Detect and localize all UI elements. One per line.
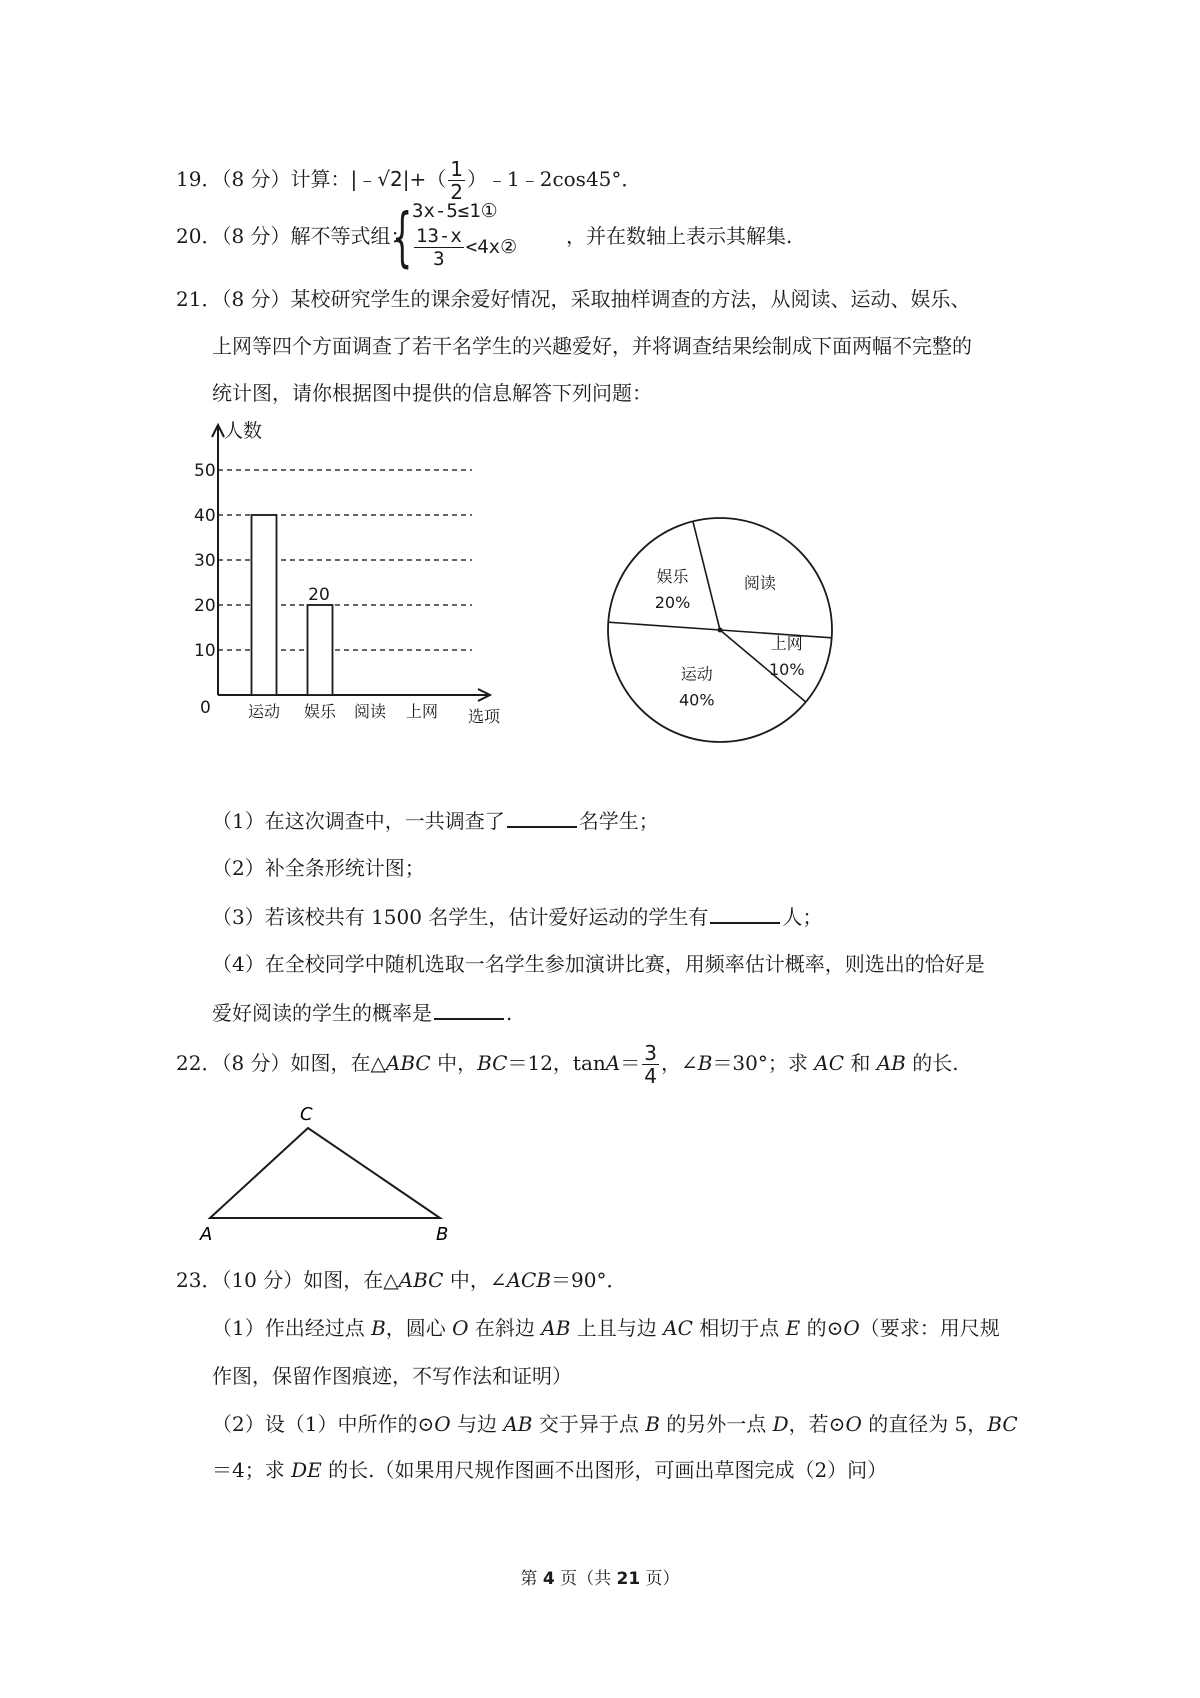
footer-a: 第 (520, 1569, 543, 1589)
q21-sub2: （2）补全条形统计图； (212, 856, 425, 880)
q23-s2-d: AB (503, 1412, 533, 1436)
q22-frac-den: 4 (644, 1064, 657, 1088)
footer-total-pages: 21 (616, 1569, 641, 1589)
q21-sub3 (212, 902, 822, 931)
q23-s2-g: 的另外一点 (659, 1412, 773, 1436)
triangle-figure (200, 1100, 460, 1250)
q23-s1-b: B (371, 1316, 386, 1340)
page-footer (0, 1564, 1200, 1589)
q19-exp: ）﹣1 (466, 167, 520, 191)
inequality-1: 3x-5≤1① (412, 200, 498, 222)
q23-s1-k: 的⊙ (800, 1316, 844, 1340)
x-axis-title: 选项 (468, 707, 501, 726)
q22-tail: 的长. (905, 1051, 959, 1075)
question-21-line2: 上网等四个方面调查了若干名学生的兴趣爱好，并将调查结果绘制成下面两幅不完整的 (212, 334, 972, 358)
q19-frac-den: 2 (450, 180, 463, 204)
q23-a: 23．（10 分）如图，在△ (176, 1268, 399, 1292)
y-tick-label: 10 (194, 641, 216, 661)
q23-sub1-line1 (212, 1314, 1000, 1342)
q23-s1-h: AC (663, 1316, 693, 1340)
ineq2-den: 3 (433, 248, 445, 270)
x-tick-label: 娱乐 (303, 702, 337, 721)
q22-bc: BC (477, 1051, 508, 1075)
q23-s2-a: （2）设（1）中所作的⊙ (212, 1412, 435, 1436)
x-tick-label: 运动 (247, 702, 281, 721)
footer-b: 页（共 (554, 1569, 617, 1589)
q19-plus: +（ (409, 167, 447, 191)
y-tick-label: 50 (194, 461, 216, 481)
ineq2-num: 13-x (416, 225, 462, 247)
pie-slice-boundary (608, 622, 720, 630)
q23-s1-g: 上且与边 (570, 1316, 664, 1340)
vertex-b-label: B (436, 1224, 449, 1245)
q22-a: A (605, 1051, 621, 1075)
q23-s2-c: 与边 (450, 1412, 504, 1436)
q23-s2-o: 的长.（如果用尺规作图画不出图形，可画出草图完成（2）问） (321, 1458, 888, 1482)
q23-c: ＝90°． (551, 1268, 627, 1292)
q21-sub4-line1: （4）在全校同学中随机选取一名学生参加演讲比赛，用频率估计概率，则选出的恰好是 (212, 952, 985, 976)
pie-slice-percent: 20% (654, 593, 691, 613)
pie-slice-label: 阅读 (743, 573, 776, 593)
q22-mid2: ＝12，tan (507, 1051, 606, 1075)
q21-sub3-b: 人； (782, 905, 823, 929)
answer-blank-3[interactable] (710, 902, 780, 924)
q21-sub4-line2 (212, 998, 512, 1027)
question-20-prefix: 20．（8 分）解不等式组： (176, 224, 411, 248)
q23-s2-j: O (845, 1412, 862, 1436)
q21-sub4-a: 爱好阅读的学生的概率是 (212, 1001, 432, 1025)
pie-slice-percent: 40% (678, 690, 715, 710)
q23-sub1-line2: 作图，保留作图痕迹，不写作法和证明） (212, 1364, 572, 1388)
q23-s1-c: ，圆心 (385, 1316, 453, 1340)
answer-blank-1[interactable] (507, 806, 577, 828)
pie-slice-boundary (693, 521, 720, 630)
question-21-line1: 21．（8 分）某校研究学生的课余爱好情况，采取抽样调查的方法，从阅读、运动、娱乐、 (176, 287, 971, 311)
bar-data-label: 20 (308, 585, 330, 605)
q23-s1-l: O (843, 1316, 860, 1340)
ineq2-rest: <4x② (465, 236, 518, 258)
bar-chart (194, 420, 560, 795)
q19-abs: |﹣√2| (350, 167, 410, 191)
q21-sub4-b: . (506, 1001, 513, 1025)
question-22 (176, 1040, 959, 1086)
q23-s1-a: （1）作出经过点 (212, 1316, 372, 1340)
x-tick-label: 阅读 (353, 702, 387, 721)
q23-s2-e: 交于异于点 (532, 1412, 646, 1436)
q22-ac: AC (814, 1051, 844, 1075)
ineq2-fraction (414, 225, 464, 270)
bar (252, 515, 277, 695)
q23-sub2-line1 (212, 1410, 1018, 1438)
q21-sub3-a: （3）若该校共有 1500 名学生，估计爱好运动的学生有 (212, 905, 709, 929)
vertex-a-label: A (200, 1224, 213, 1245)
q23-s2-l: BC (987, 1412, 1018, 1436)
q21-sub1 (212, 806, 659, 835)
footer-page-number: 4 (542, 1569, 555, 1589)
q19-tail: ﹣2cos45°． (519, 167, 642, 191)
q22-mid4: ，∠ (660, 1051, 698, 1075)
q23-s1-e: 在斜边 (468, 1316, 542, 1340)
q22-frac-num: 3 (644, 1041, 657, 1065)
bar (308, 605, 333, 695)
question-20-suffix: ，并在数轴上表示其解集. (566, 224, 793, 248)
q23-s1-i: 相切于点 (692, 1316, 786, 1340)
q23-s1-d: O (452, 1316, 469, 1340)
pie-slice-percent: 10% (768, 659, 805, 679)
vertex-c-label: C (300, 1104, 313, 1125)
q23-s1-f: AB (541, 1316, 571, 1340)
q22-prefix: 22．（8 分）如图，在△ (176, 1051, 386, 1075)
answer-blank-4[interactable] (434, 998, 504, 1020)
q23-s2-m: ＝4；求 (212, 1458, 292, 1482)
q19-frac-num: 1 (450, 157, 463, 181)
pie-slice-label: 运动 (680, 664, 713, 684)
q22-fraction (642, 1042, 659, 1087)
pie-slice-label: 娱乐 (656, 567, 689, 587)
q23-b: 中，∠ (443, 1268, 507, 1292)
q22-mid5: ＝30°；求 (712, 1051, 815, 1075)
system-brace: { (392, 201, 413, 275)
pie-slice-label: 上网 (770, 633, 803, 653)
q22-ab: AB (876, 1051, 906, 1075)
question-23 (176, 1266, 627, 1294)
q22-mid1: 中， (430, 1051, 478, 1075)
triangle-abc (210, 1128, 440, 1218)
q23-abc: ABC (398, 1268, 444, 1292)
q22-abc: ABC (385, 1051, 431, 1075)
q19-prefix: 19．（8 分）计算： (176, 167, 351, 191)
origin-label: 0 (200, 698, 211, 718)
q21-sub1-a: （1）在这次调查中，一共调查了 (212, 809, 505, 833)
y-tick-label: 20 (194, 596, 216, 616)
q23-s1-j: E (785, 1316, 801, 1340)
y-axis-title: 人数 (224, 420, 263, 442)
q23-s2-k: 的直径为 5， (861, 1412, 988, 1436)
q23-s2-i: ，若⊙ (788, 1412, 846, 1436)
q23-s1-m: （要求：用尺规 (859, 1316, 1000, 1340)
q19-fraction (448, 158, 465, 203)
footer-c: 页） (640, 1569, 680, 1589)
pie-chart (600, 495, 850, 765)
inequality-2 (412, 225, 517, 270)
q23-sub2-line2 (212, 1456, 887, 1484)
q23-acb: ACB (506, 1268, 552, 1292)
x-tick-label: 上网 (405, 702, 439, 721)
y-tick-label: 40 (194, 506, 216, 526)
q21-sub1-b: 名学生； (578, 809, 659, 833)
question-21-line3: 统计图，请你根据图中提供的信息解答下列问题： (212, 381, 652, 405)
q22-b: B (697, 1051, 713, 1075)
q23-s2-h: D (772, 1412, 789, 1436)
q22-mid6: 和 (844, 1051, 877, 1075)
q23-s2-f: B (645, 1412, 660, 1436)
q22-mid3: ＝ (620, 1051, 641, 1075)
y-tick-label: 30 (194, 551, 216, 571)
q23-s2-n: DE (291, 1458, 322, 1482)
q23-s2-b: O (434, 1412, 451, 1436)
question-19 (176, 157, 642, 204)
